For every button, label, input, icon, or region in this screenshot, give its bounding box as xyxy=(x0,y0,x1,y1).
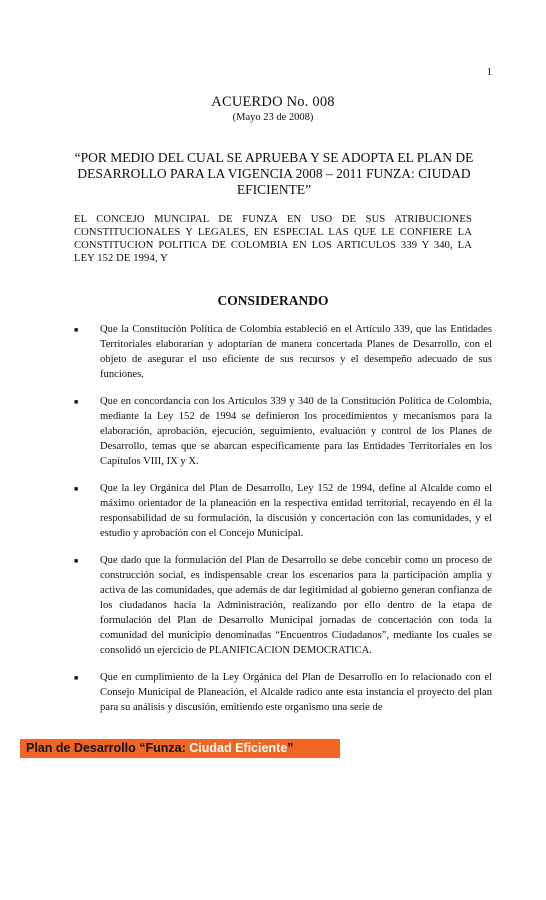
footer-banner xyxy=(20,739,340,758)
footer-suffix: ” xyxy=(287,741,294,755)
consideration-text: Que la ley Orgánica del Plan de Desarrollo, Ley 152 de 1994, define al Alcalde como el máximo orientador de la planeación en la respectiva entidad territorial, recayendo en él la responsabilidad de su formulación, la discusión y concertación con las comunidades, y el estudio y aprobación con el Concejo Municipal. xyxy=(100,483,492,539)
consideration-text: Que en concordancia con los Artículos 339 y 340 de la Constitución Política de Colombia, mediante la Ley 152 de 1994 se definieron los procedimientos y mecanismos para la elaboración, aprobación, ejecución, seguimiento, evaluación y control de los Planes de Desarrollo, temas que se abarcan específicamente para las Entidades Territoriales en los Capítulos VIII, IX y X. xyxy=(100,396,492,467)
document-date: (Mayo 23 de 2008) xyxy=(232,112,314,123)
list-item xyxy=(74,670,492,715)
preamble-paragraph: EL CONCEJO MUNCIPAL DE FUNZA EN USO DE SUS ATRIBUCIONES CONSTITUCIONALES Y LEGALES, EN ESPECIAL LAS QUE LE CONFIERE LA CONSTITUCION POLITICA DE COLOMBIA EN LOS ARTICULOS 339 Y 340, LA LEY 152 DE 1994, Y xyxy=(74,214,472,264)
considerations-list xyxy=(74,322,492,727)
resolution-heading: “POR MEDIO DEL CUAL SE APRUEBA Y SE ADOPTA EL PLAN DE DESARROLLO PARA LA VIGENCIA 2008 – 2011 FUNZA: CIUDAD EFICIENTE” xyxy=(74,150,474,197)
bullet-icon: ■ xyxy=(74,326,79,334)
consideration-text: Que en cumplimiento de la Ley Orgánica del Plan de Desarrollo en lo relacionado con el Consejo Municipal de Planeación, el Alcalde radico ante esta instancia el proyecto del plan para su análisis y discusión, emitiendo este organismo una serie de xyxy=(100,672,492,713)
bullet-icon: ■ xyxy=(74,398,79,406)
consideration-text: Que dado que la formulación del Plan de Desarrollo se debe concebir como un proceso de construcción social, es indispensable crear los escenarios para la participación amplia y activa de las comunidades, que además de dar legitimidad al gobierno generan confianza de los ciudadanos hacia la Administración, realizando por ello dentro de la etapa de formulación del Plan de Desarrollo Municipal jornadas de concertación con toda la comunidad del municipio denominadas “Encuentros Ciudadanos”, mediante los cuales se consolidó un ejercicio de PLANIFICACION DEMOCRATICA. xyxy=(100,555,492,656)
list-item xyxy=(74,481,492,541)
bullet-icon: ■ xyxy=(74,557,79,565)
document-title: ACUERDO No. 008 xyxy=(211,94,335,110)
footer-prefix: Plan de Desarrollo “Funza: xyxy=(26,741,190,755)
list-item xyxy=(74,553,492,658)
bullet-icon: ■ xyxy=(74,485,79,493)
list-item xyxy=(74,322,492,382)
footer-accent: Ciudad Eficiente xyxy=(189,741,288,755)
consideration-text: Que la Constitución Política de Colombia estableció en el Artículo 339, que las Entidades Territoriales elaborarían y adoptarían de manera concertada Planes de Desarrollo, con el objeto de asegurar el uso eficiente de sus recursos y el desempeño adecuado de sus funciones. xyxy=(100,324,492,380)
list-item xyxy=(74,394,492,469)
page-number: 1 xyxy=(486,66,492,78)
bullet-icon: ■ xyxy=(74,674,79,682)
section-title: CONSIDERANDO xyxy=(217,293,329,308)
